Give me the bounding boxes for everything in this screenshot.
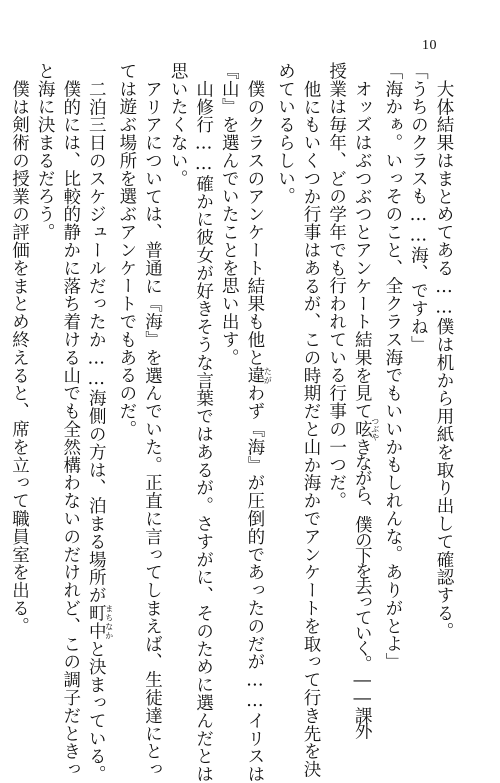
text-line: 「うちのクラスも……海、ですね」 (408, 62, 429, 354)
page-number: 10 (422, 38, 437, 53)
text-line: ては遊ぶ場所を選ぶアンケートでもあるのだ。 (116, 62, 137, 438)
furigana (244, 365, 273, 384)
text-line: めているらしい。 (275, 62, 296, 206)
text-line: 他にもいくつか行事はあるが、この時期だと山か海かでアンケートを取って行き先を決 (301, 79, 322, 778)
text-segment: と決まっている。 (86, 639, 107, 783)
text-segment: 僕のクラスのアンケート結果も他と (244, 79, 265, 366)
ruby-reading: まちなか (104, 603, 114, 640)
text-line: 僕は剣術の授業の評価をまとめ終えると、席を立って職員室を出る。 (9, 79, 30, 635)
text-line: アリアについては、普通に『海』を選んでいた。正直に言ってしまえば、生徒達にとっ (142, 79, 163, 778)
text-line: 「海かぁ。いっそのこと、全クラス海でもいいかもしれんな。ありがとよ」 (382, 62, 403, 671)
text-line: 山修行……確かに彼女が好きそうな言葉ではあるが。さすがに、そのために選んだとは (193, 79, 214, 783)
text-line (349, 62, 380, 738)
ruby-base: 呟 (352, 416, 373, 441)
text-line: 思いたくない。 (168, 62, 189, 188)
text-line: と海に決まるだろう。 (35, 62, 56, 241)
text-line: 大体結果はまとめてある……僕は机から用紙を取り出して確認する。 (434, 79, 454, 640)
furigana (86, 603, 114, 640)
text-line: 僕的には、比較的静かに落ち着ける山でも全然構わないのだけれど、この調子だときっ (60, 79, 81, 778)
text-line: 『山』を選んでいたことを思い出す。 (219, 62, 240, 367)
ruby-reading: たが (263, 365, 273, 384)
text-line: 授業は毎年、どの学年でも行われている行事の一つだ。 (326, 62, 347, 510)
ruby-base: 町中 (86, 603, 107, 640)
furigana (352, 416, 380, 441)
text-segment: 二泊三日のスケジュールだったか……海側の方は、泊まる場所が (86, 79, 107, 604)
text-line (241, 62, 273, 783)
text-segment: わず『海』が圧倒的であったのだが……イリスは (244, 383, 265, 783)
text-segment: オッズはぶつぶつとアンケート結果を見て (352, 79, 373, 420)
ruby-reading: つぶや (370, 416, 380, 441)
text-line (83, 62, 114, 783)
vertical-text-body (6, 62, 456, 783)
text-segment: きながら、僕の下を去っていく。――課外 (352, 437, 373, 738)
ruby-base: 違 (244, 365, 265, 384)
